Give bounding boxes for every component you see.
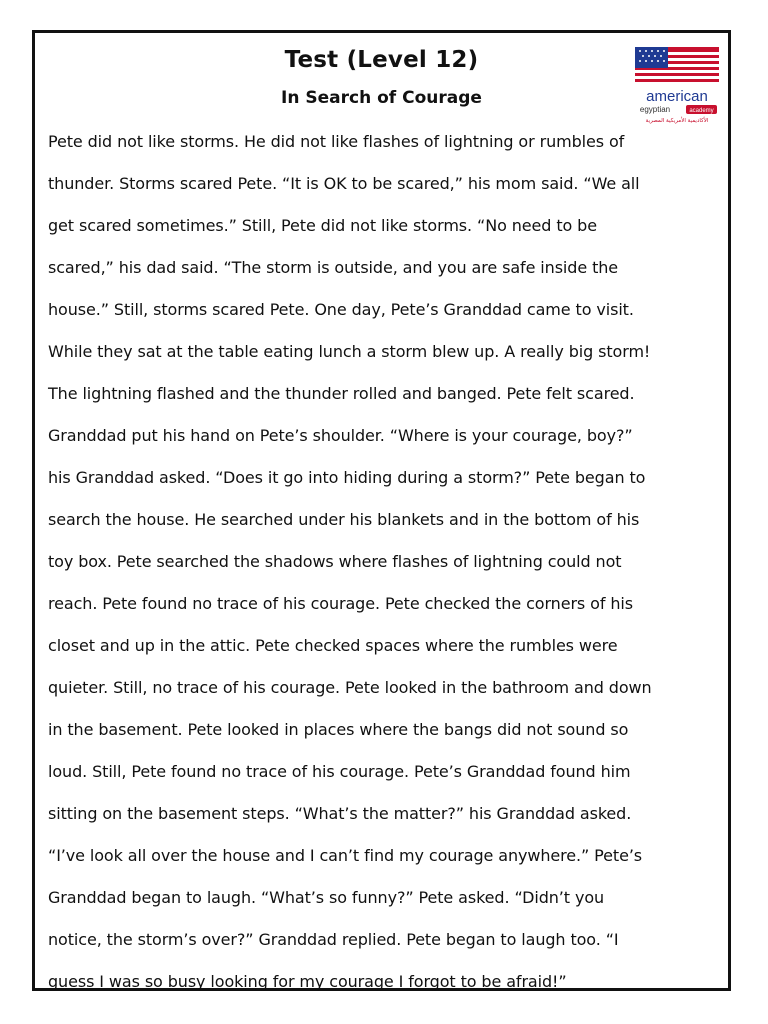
worksheet-border [32,30,731,991]
logo-arabic: الأكاديمية الأمريكية المصرية [645,118,709,124]
story-text: Pete did not like storms. He did not like flashes of lightning or rumbles of thunder. Storms scared Pete. “It is OK to be scared,” his mom said. “We all get scared sometimes.” Still, Pete did not like storms. “No need to be scared,” his dad said. “The storm is outside, and you are safe inside the house.” Still, storms scared Pete. One day, Pete’s Granddad came to visit. While they sat at the table eating lunch a storm blew up. A really big storm! The lightning flashed and the thunder rolled and banged. Pete felt scared. Granddad put his hand on Pete’s shoulder. “Where is your courage, boy?” his Granddad asked. “Does it go into hiding during a storm?” Pete began to search the house. He searched under his blankets and in the bottom of his toy box. Pete searched the shadows where flashes of lightning could not reach. Pete found no trace of his courage. Pete checked the corners of his closet and up in the attic. Pete checked spaces where the rumbles were quieter. Still, no trace of his courage. Pete looked in the bathroom and down in the basement. Pete looked in places where the bangs did not sound so loud. Still, Pete found no trace of his courage. Pete’s Granddad found him sitting on the basement steps. “What’s the matter?” his Granddad asked. “I’ve look all over the house and I can’t find my courage anywhere.” Pete’s Granddad began to laugh. “What’s so funny?” Pete asked. “Didn’t you notice, the storm’s over?” Granddad replied. Pete began to laugh too. “I guess I was so busy looking for my courage I forgot to be afraid!” [48,132,652,991]
logo-subtitle: egyptian [639,105,671,114]
story-title: In Search of Courage [281,88,482,108]
logo-wordmark: american [646,88,708,105]
logo-badge: academy [689,108,714,114]
page-title: Test (Level 12) [284,47,479,73]
american-egyptian-academy-logo [633,45,721,125]
